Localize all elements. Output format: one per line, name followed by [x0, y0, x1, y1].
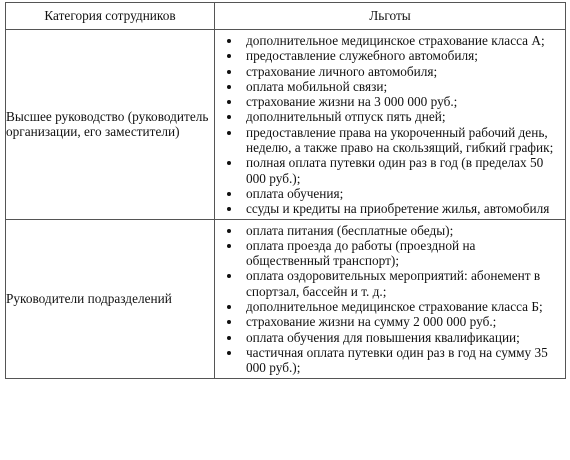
benefit-item: оплата мобильной связи;	[215, 79, 559, 94]
benefit-item: оплата обучения для повышения квалификации;	[215, 330, 559, 345]
benefit-item: оплата проезда до работы (проездной на общественный транспорт);	[215, 238, 559, 269]
benefit-item: ссуды и кредиты на приобретение жилья, автомобиля	[215, 201, 559, 216]
table-row	[6, 30, 566, 220]
benefits-cell	[215, 219, 566, 378]
benefit-item: оплата питания (бесплатные обеды);	[215, 223, 559, 238]
table-header-row	[6, 3, 566, 30]
benefit-item: дополнительный отпуск пять дней;	[215, 109, 559, 124]
benefit-item: страхование жизни на сумму 2 000 000 руб.;	[215, 314, 559, 329]
table-row	[6, 219, 566, 378]
benefit-item: оплата оздоровительных мероприятий: абонемент в спортзал, бассейн и т. д.;	[215, 268, 559, 299]
benefit-item: дополнительное медицинское страхование класса А;	[215, 33, 559, 48]
benefit-item: частичная оплата путевки один раз в год на сумму 35 000 руб.);	[215, 345, 559, 376]
header-employee-category: Категория сотрудников	[6, 3, 215, 30]
benefit-item: полная оплата путевки один раз в год (в пределах 50 000 руб.);	[215, 155, 559, 186]
header-benefits: Льготы	[215, 3, 566, 30]
benefit-item: дополнительное медицинское страхование класса Б;	[215, 299, 559, 314]
category-cell: Высшее руководство (руководитель организации, его заместители)	[6, 30, 215, 220]
benefits-list	[215, 220, 565, 378]
benefit-item: предоставление служебного автомобиля;	[215, 48, 559, 63]
category-cell: Руководители подразделений	[6, 219, 215, 378]
benefit-item: предоставление права на укороченный рабочий день, неделю, а также право на скользящий, гибкий график;	[215, 125, 559, 156]
benefit-item: оплата обучения;	[215, 186, 559, 201]
benefits-cell	[215, 30, 566, 220]
benefit-item: страхование личного автомобиля;	[215, 64, 559, 79]
benefits-table	[5, 2, 566, 379]
benefits-list	[215, 30, 565, 219]
benefit-item: страхование жизни на 3 000 000 руб.;	[215, 94, 559, 109]
